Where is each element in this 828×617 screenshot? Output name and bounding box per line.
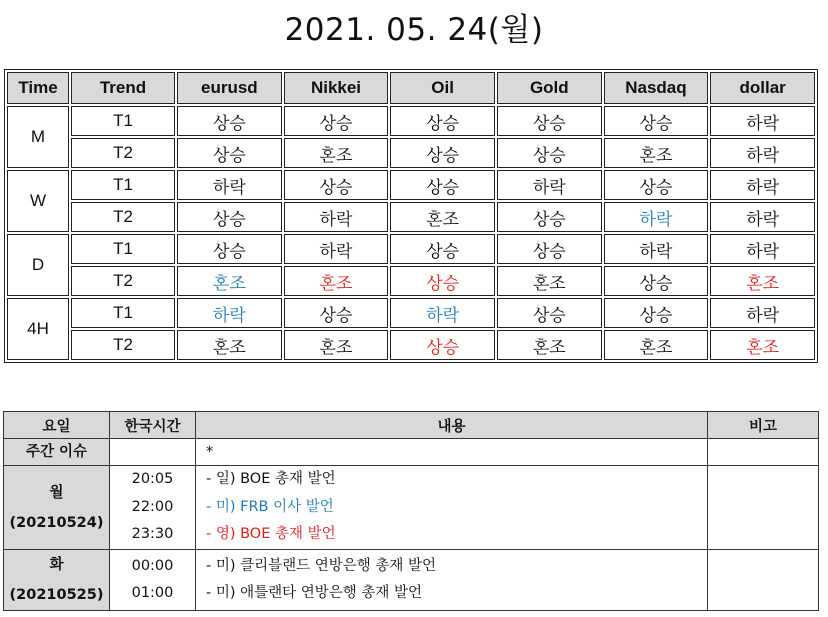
trend-label: T1: [71, 298, 175, 328]
trend-cell-gold: 상승: [497, 106, 602, 136]
trend-cell-nikkei: 하락: [284, 202, 389, 232]
trend-label: T1: [71, 170, 175, 200]
trend-label: T1: [71, 234, 175, 264]
weekly-issue-time: [110, 439, 196, 466]
trend-cell-nikkei: 상승: [284, 106, 389, 136]
trend-row: [7, 138, 815, 168]
trend-body: [7, 106, 815, 360]
event-time: 00:00: [131, 557, 174, 574]
header-dollar: dollar: [710, 72, 815, 104]
trend-cell-nasdaq: 상승: [604, 170, 709, 200]
trend-header-row: [7, 72, 815, 104]
trend-cell-oil: 상승: [390, 266, 495, 296]
trend-cell-oil: 상승: [390, 234, 495, 264]
trend-cell-nikkei: 상승: [284, 170, 389, 200]
trend-cell-oil: 상승: [390, 170, 495, 200]
trend-cell-oil: 상승: [390, 138, 495, 168]
trend-cell-eurusd: 혼조: [177, 330, 282, 360]
schedule-header-row: [4, 412, 819, 439]
schedule-day-row: [4, 550, 819, 611]
day-date: (20210525): [9, 587, 104, 603]
day-name: 화: [49, 557, 64, 573]
header-oil: Oil: [390, 72, 495, 104]
schedule-body: [4, 439, 819, 611]
period-label: M: [7, 106, 69, 168]
period-label: D: [7, 234, 69, 296]
trend-cell-dollar: 하락: [710, 170, 815, 200]
trend-cell-eurusd: 상승: [177, 202, 282, 232]
day-cell: [4, 550, 110, 611]
trend-row: [7, 170, 815, 200]
trend-cell-nasdaq: 하락: [604, 234, 709, 264]
trend-cell-gold: 하락: [497, 170, 602, 200]
note-cell: [708, 466, 819, 550]
header-nasdaq: Nasdaq: [604, 72, 709, 104]
trend-cell-gold: 상승: [497, 298, 602, 328]
trend-cell-gold: 혼조: [497, 266, 602, 296]
trend-row: [7, 234, 815, 264]
trend-cell-eurusd: 하락: [177, 170, 282, 200]
header-eurusd: eurusd: [177, 72, 282, 104]
schedule-day-row: [4, 466, 819, 550]
content-cell: [196, 466, 708, 550]
time-cell: [110, 550, 196, 611]
trend-label: T2: [71, 330, 175, 360]
trend-cell-dollar: 혼조: [710, 266, 815, 296]
trend-cell-nasdaq: 혼조: [604, 330, 709, 360]
trend-row: [7, 202, 815, 232]
header-content: 내용: [196, 412, 708, 439]
content-cell: [196, 550, 708, 611]
trend-cell-gold: 상승: [497, 234, 602, 264]
trend-cell-oil: 하락: [390, 298, 495, 328]
trend-label: T2: [71, 138, 175, 168]
trend-cell-gold: 혼조: [497, 330, 602, 360]
header-time: Time: [7, 72, 69, 104]
trend-row: [7, 298, 815, 328]
weekly-issue-row: [4, 439, 819, 466]
page-title: 2021. 05. 24(월): [284, 12, 544, 48]
day-name: 월: [49, 484, 64, 501]
trend-cell-oil: 상승: [390, 330, 495, 360]
event-time: 23:30: [131, 526, 174, 543]
trend-label: T2: [71, 202, 175, 232]
event-text: - 미) 클리블랜드 연방은행 총재 발언: [206, 557, 437, 574]
trend-cell-nikkei: 상승: [284, 298, 389, 328]
trend-cell-dollar: 하락: [710, 234, 815, 264]
trend-cell-eurusd: 하락: [177, 298, 282, 328]
trend-table: [4, 69, 818, 363]
trend-label: T2: [71, 266, 175, 296]
event-time: 01:00: [131, 585, 174, 601]
weekly-issue-note: [708, 439, 819, 466]
event-text: - 영) BOE 총재 발언: [206, 526, 336, 543]
header-trend: Trend: [71, 72, 175, 104]
trend-row: [7, 330, 815, 360]
trend-cell-nikkei: 혼조: [284, 266, 389, 296]
event-time: 20:05: [131, 471, 174, 488]
trend-cell-dollar: 혼조: [710, 330, 815, 360]
trend-label: T1: [71, 106, 175, 136]
trend-cell-dollar: 하락: [710, 138, 815, 168]
period-label: W: [7, 170, 69, 232]
trend-cell-dollar: 하락: [710, 106, 815, 136]
trend-cell-nikkei: 혼조: [284, 330, 389, 360]
period-label: 4H: [7, 298, 69, 360]
trend-cell-nasdaq: 상승: [604, 106, 709, 136]
schedule-table: [3, 411, 819, 611]
trend-cell-dollar: 하락: [710, 298, 815, 328]
trend-cell-gold: 상승: [497, 138, 602, 168]
trend-row: [7, 266, 815, 296]
day-cell: [4, 466, 110, 550]
event-text: - 미) FRB 이사 발언: [206, 498, 334, 515]
weekly-issue-content: *: [196, 439, 708, 466]
trend-cell-nikkei: 하락: [284, 234, 389, 264]
header-note: 비고: [708, 412, 819, 439]
weekly-issue-label: 주간 이슈: [4, 439, 110, 466]
trend-cell-nasdaq: 상승: [604, 298, 709, 328]
trend-cell-nasdaq: 하락: [604, 202, 709, 232]
trend-row: [7, 106, 815, 136]
event-text: - 미) 애틀랜타 연방은행 총재 발언: [206, 585, 423, 601]
trend-cell-eurusd: 상승: [177, 138, 282, 168]
day-date: (20210524): [9, 514, 104, 531]
note-cell: [708, 550, 819, 611]
trend-cell-eurusd: 상승: [177, 234, 282, 264]
trend-cell-nasdaq: 혼조: [604, 138, 709, 168]
trend-cell-nikkei: 혼조: [284, 138, 389, 168]
trend-cell-oil: 상승: [390, 106, 495, 136]
trend-cell-oil: 혼조: [390, 202, 495, 232]
event-text: - 일) BOE 총재 발언: [206, 471, 336, 488]
trend-cell-eurusd: 상승: [177, 106, 282, 136]
event-time: 22:00: [131, 498, 174, 515]
header-kst: 한국시간: [110, 412, 196, 439]
time-cell: [110, 466, 196, 550]
header-gold: Gold: [497, 72, 602, 104]
trend-cell-eurusd: 혼조: [177, 266, 282, 296]
header-day: 요일: [4, 412, 110, 439]
trend-cell-dollar: 하락: [710, 202, 815, 232]
trend-cell-gold: 상승: [497, 202, 602, 232]
header-nikkei: Nikkei: [284, 72, 389, 104]
trend-cell-nasdaq: 상승: [604, 266, 709, 296]
